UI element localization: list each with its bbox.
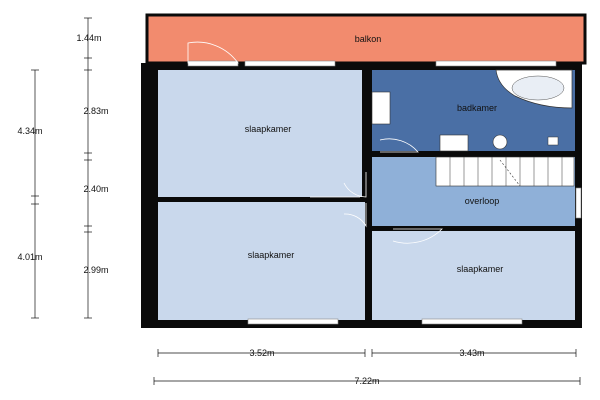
window [576,188,581,218]
bedroom-bottom-left-area [158,202,365,320]
small-fixture [548,137,558,145]
dimension-label: 4.34m [17,126,43,136]
window [248,319,338,324]
window [422,319,522,324]
window [436,61,556,66]
landing-label: overloop [464,196,500,206]
toilet [493,135,507,149]
shower-tray [440,135,468,151]
bathroom-label: badkamer [456,103,498,113]
dimension-label: 2.40m [83,184,109,194]
bathtub-basin [512,76,564,100]
staircase [436,157,574,186]
dimension-label: 2.99m [83,265,109,275]
dimension-label: 4.01m [17,252,43,262]
bedroom-top-left-label: slaapkamer [244,124,292,134]
bedroom-bottom-right-area [372,231,575,320]
window [245,61,335,66]
dimension-label: 1.44m [76,33,102,43]
window [188,61,238,66]
sink-unit [372,92,390,124]
bedroom-bottom-left-label: slaapkamer [247,250,295,260]
dimension-label: 3.43m [459,348,485,358]
dimension-label: 7.22m [354,376,380,386]
balcony-label: balkon [354,34,382,44]
bedroom-bottom-right-label: slaapkamer [456,264,504,274]
dimension-label: 2.83m [83,106,109,116]
dimension-label: 3.52m [249,348,275,358]
